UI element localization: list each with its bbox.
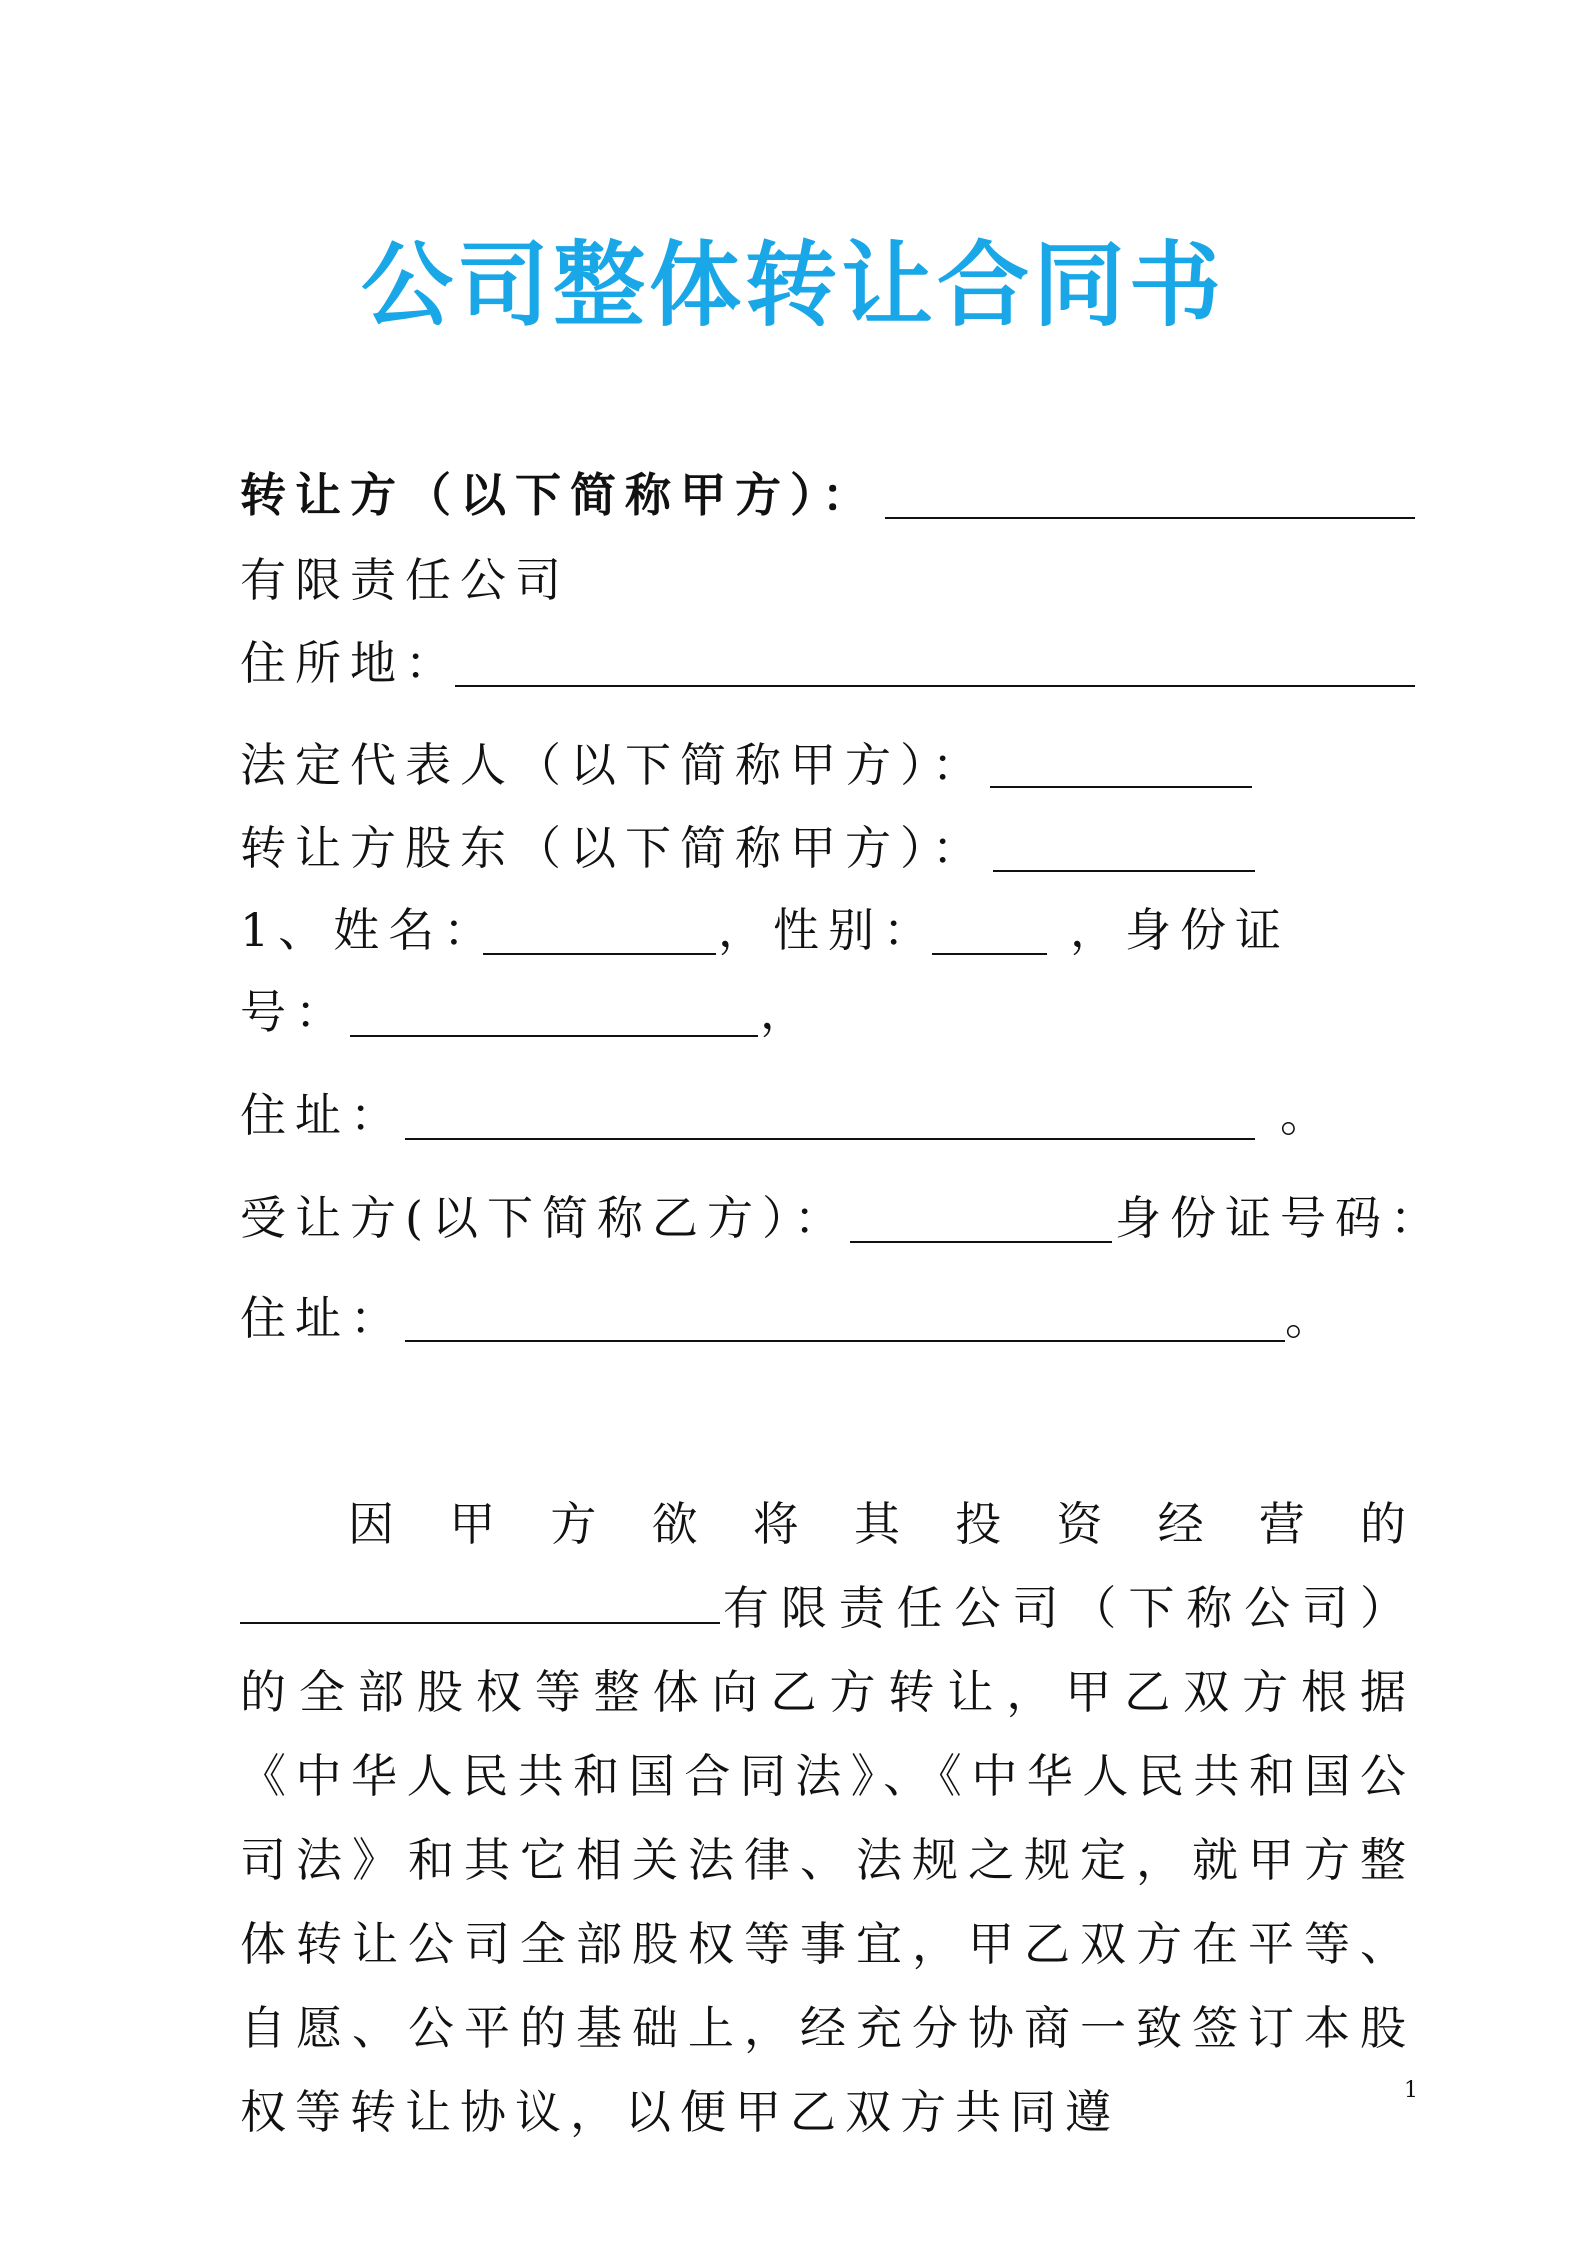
company-suffix: 有限责任公司 — [240, 553, 570, 607]
residence-blank-2 — [405, 1340, 1285, 1342]
id-label-part1: ，身份证 — [1070, 903, 1290, 957]
residence-label: 住址： — [240, 1088, 405, 1142]
residence-period-2: 。 — [1285, 1291, 1340, 1345]
residence-blank — [405, 1138, 1255, 1140]
address-blank — [455, 685, 1415, 687]
gender-blank — [932, 953, 1047, 955]
id-label-part2: 号： — [240, 985, 350, 1039]
transferee-label: 受让方(以下简称乙方）： — [240, 1191, 849, 1245]
gender-label: ，性别： — [718, 903, 938, 957]
legal-rep-label: 法定代表人（以下简称甲方）： — [240, 738, 987, 792]
id-number-blank — [350, 1035, 758, 1037]
page-number: 1 — [1404, 2078, 1418, 2103]
residence-period: 。 — [1280, 1088, 1335, 1142]
id-comma: ， — [760, 985, 815, 1039]
paragraph-lead: 因甲方欲将其投资经营的 — [348, 1497, 1415, 1551]
transferor-label: 转让方（以下简称甲方）： — [240, 468, 877, 522]
paragraph-rest: 有限责任公司（下称公司）的全部股权等整体向乙方转让，甲乙双方根据《中华人民共和国合同法》、《中华人民共和国公司法》和其它相关法律、法规之规定，就甲方整体转让公司全部股权等事宜，甲乙双方在平等、自愿、公平的基础上，经充分协商一致签订本股权等转让协议，以便甲乙双方共同遵 — [240, 1581, 1415, 2139]
item1-name-label: 1、姓名： — [240, 903, 499, 957]
shareholder-blank — [993, 870, 1255, 872]
transferor-blank — [885, 517, 1415, 519]
body-paragraph — [240, 1482, 1415, 2154]
paragraph-blank — [240, 1576, 720, 1624]
transferee-blank — [850, 1241, 1112, 1243]
shareholder-label: 转让方股东（以下简称甲方）： — [240, 821, 987, 875]
residence-label-2: 住址： — [240, 1291, 405, 1345]
id-number-label: 身份证号码： — [1115, 1191, 1445, 1245]
document-title: 公司整体转让合同书 — [360, 232, 1225, 339]
name-blank — [483, 953, 716, 955]
address-label: 住所地： — [240, 636, 460, 690]
legal-rep-blank — [990, 786, 1252, 788]
